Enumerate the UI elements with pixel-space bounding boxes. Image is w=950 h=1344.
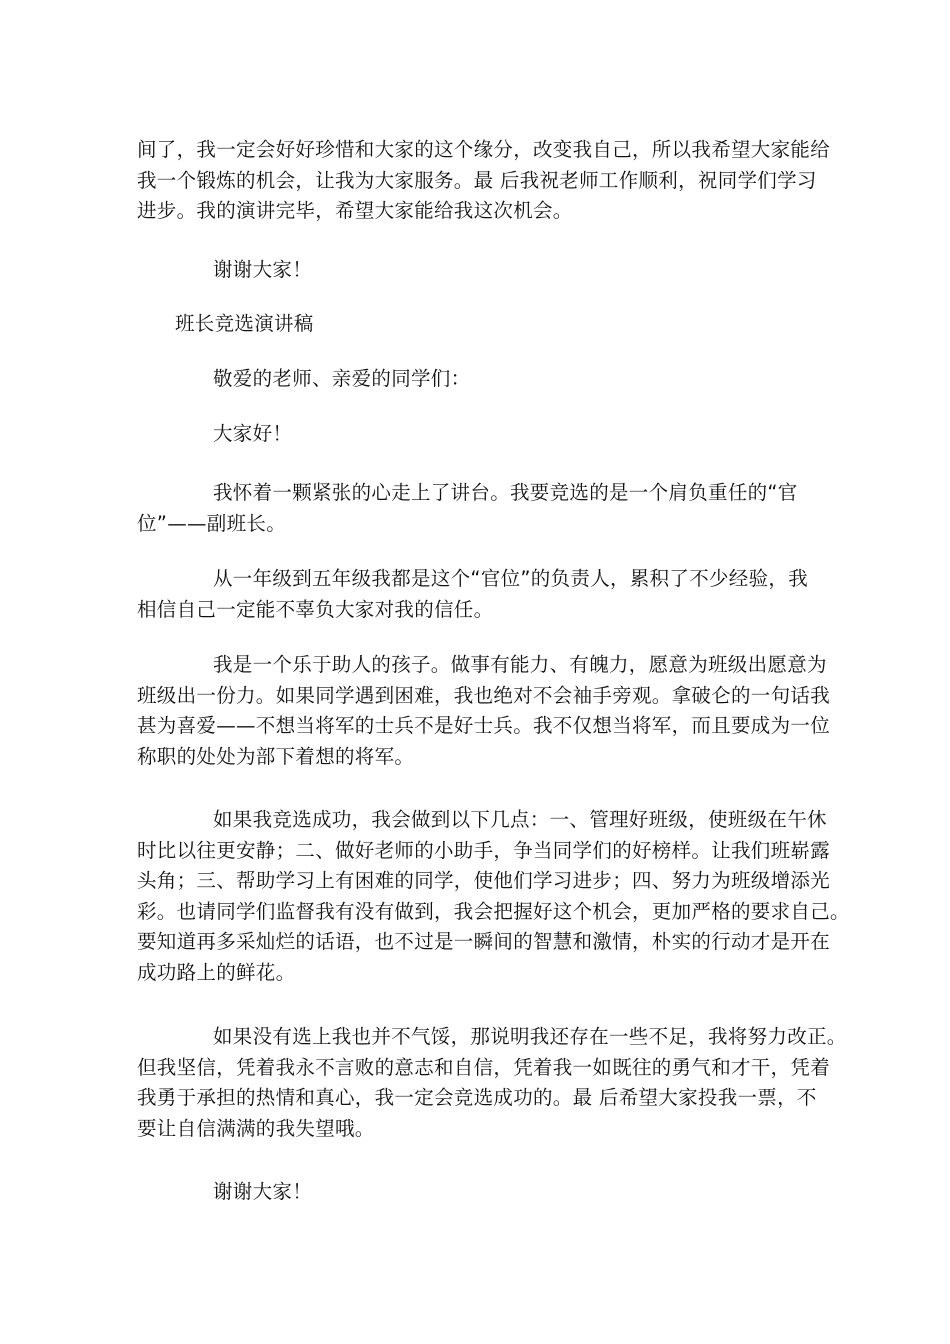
- text-line: 相信自己一定能不辜负大家对我的信任。: [137, 597, 494, 621]
- speech-title: [175, 309, 850, 340]
- text-line: 从一年级到五年级我都是这个“官位”的负责人，累积了不少经验，我: [213, 567, 809, 590]
- text-line: 谢谢大家！: [213, 1180, 313, 1203]
- text-line: 间了，我一定会好好珍惜和大家的这个缘分，改变我自己，所以我希望大家能给: [137, 138, 831, 161]
- paragraph-intro: [137, 478, 812, 539]
- text-line: 谢谢大家！: [213, 258, 313, 281]
- text-line: 但我坚信，凭着我永不言败的意志和自信，凭着我一如既往的勇气和才干，凭着: [137, 1055, 831, 1079]
- text-line: 我一个锻炼的机会，让我为大家服务。最 后我祝老师工作顺利，祝同学们学习: [137, 168, 817, 192]
- paragraph-final-thanks: [213, 1177, 888, 1208]
- text-line: 称职的处处为部下着想的将军。: [137, 744, 415, 768]
- paragraph-plans: [137, 805, 850, 988]
- text-line: 甚为喜爱——不想当将军的士兵不是好士兵。我不仅想当将军，而且要成为一位: [137, 714, 831, 737]
- text-line: 要让自信满满的我失望哦。: [137, 1116, 375, 1140]
- text-line: 我是一个乐于助人的孩子。做事有能力、有魄力，愿意为班级出愿意为: [213, 653, 827, 676]
- text-line: 班长竞选演讲稿: [175, 312, 314, 335]
- paragraph-experience: [137, 564, 812, 625]
- text-line: 如果没有选上我也并不气馁，那说明我还存在一些不足，我将努力改正。: [213, 1025, 847, 1048]
- text-line: 敬爱的老师、亲爱的同学们：: [213, 367, 471, 390]
- text-line: 成功路上的鲜花。: [137, 960, 296, 984]
- text-line: 我怀着一颗紧张的心走上了讲台。我要竞选的是一个肩负重任的“官: [213, 481, 798, 504]
- paragraph-resolve: [137, 1022, 847, 1144]
- paragraph-character: [137, 650, 831, 772]
- text-line: 时比以往更安静；二、做好老师的小助手，争当同学们的好榜样。让我们班崭露: [137, 838, 831, 862]
- text-line: 我勇于承担的热情和真心，我一定会竞选成功的。最 后希望大家投我一票，不: [137, 1086, 817, 1109]
- text-line: 要知道再多采灿烂的话语，也不过是一瞬间的智慧和激情，朴实的行动才是开在: [137, 930, 831, 953]
- paragraph-salutation: [213, 364, 888, 395]
- paragraph-thanks: [213, 255, 888, 286]
- text-line: 位”——副班长。: [137, 511, 287, 535]
- paragraph-closing-continuation: [137, 135, 831, 227]
- text-line: 进步。我的演讲完毕，希望大家能给我这次机会。: [137, 199, 573, 222]
- text-line: 头角；三、帮助学习上有困难的同学，使他们学习进步；四、努力为班级增添光: [137, 869, 831, 892]
- text-line: 大家好！: [213, 422, 293, 445]
- paragraph-greeting: [213, 419, 888, 450]
- text-line: 班级出一份力。如果同学遇到困难，我也绝对不会袖手旁观。拿破仑的一句话我: [137, 683, 831, 707]
- text-line: 如果我竞选成功，我会做到以下几点：一、管理好班级，使班级在午休: [213, 808, 827, 831]
- text-line: 彩。也请同学们监督我有没有做到，我会把握好这个机会，更加严格的要求自己。: [137, 899, 850, 923]
